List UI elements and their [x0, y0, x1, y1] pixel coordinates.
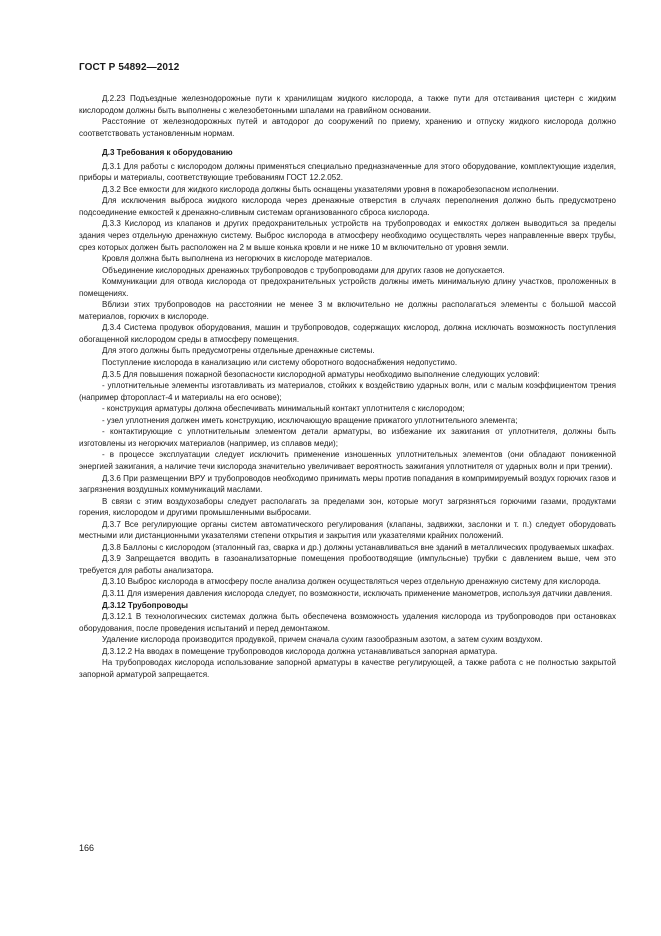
- paragraph: - контактирующие с уплотнительным элементом детали арматуры, во избежание их зажигания от уплотнителя, должны быть изготовлены из негорючих материалов (например, из сплавов меди);: [79, 427, 616, 448]
- section-heading: Д.3 Требования к оборудованию: [102, 148, 233, 158]
- paragraph: Д.3.3 Кислород из клапанов и других предохранительных устройств на трубопроводах и емкостях должен выводиться за пределы здания через отдельную дренажную систему. Выброс кислорода в атмосферу необходимо осуществлять через направленные вверх трубы, срез которых должен быть расположен на 2 м выше конька кровли и не ниже 10 м включительно от уровня земли.: [79, 219, 616, 252]
- paragraph: Для этого должны быть предусмотрены отдельные дренажные системы.: [102, 346, 375, 356]
- paragraph: Д.3.10 Выброс кислорода в атмосферу после анализа должен осуществляться через отдельную дренажную систему для кислорода.: [102, 577, 601, 587]
- paragraph: Д.3.5 Для повышения пожарной безопасности кислородной арматуры необходимо выполнение следующих условий:: [102, 369, 540, 379]
- paragraph: Д.3.8 Баллоны с кислородом (эталонный газ, сварка и др.) должны устанавливаться вне зданий в металлических продуваемых шкафах.: [102, 542, 615, 552]
- paragraph: Д.3.12.1 В технологических системах должна быть обеспечена возможность удаления кислорода из трубопроводов при остановках оборудования, после проведения испытаний и перед демонтажом.: [79, 612, 616, 633]
- paragraph: Удаление кислорода производится продувкой, причем сначала сухим газообразным азотом, а затем сухим воздухом.: [102, 635, 543, 645]
- subsection-heading: Д.3.12 Трубопроводы: [102, 600, 188, 610]
- paragraph: - конструкция арматуры должна обеспечивать минимальный контакт уплотнителя с кислородом;: [102, 404, 465, 414]
- paragraph: Д.3.7 Все регулирующие органы систем автоматического регулирования (клапаны, задвижки, заслонки и т. п.) следует оборудовать местными или дистанционными указателями степени открытия и закрытия или указателями крайних положений.: [79, 519, 616, 541]
- document-body: [79, 93, 616, 680]
- paragraph: Вблизи этих трубопроводов на расстоянии не менее 3 м включительно не должны располагаться элементы с большой массой материалов, горючих в кислороде.: [79, 300, 616, 321]
- paragraph: Объединение кислородных дренажных трубопроводов с трубопроводами для других газов не допускается.: [102, 265, 505, 275]
- paragraph: Д.3.12.2 На вводах в помещение трубопроводов кислорода должна устанавливаться запорная арматура.: [102, 646, 498, 656]
- paragraph: В связи с этим воздухозаборы следует располагать за пределами зон, которые могут загрязняться горючими газами, продуктами горения, кислородом и другими промышленными выбросами.: [79, 496, 616, 518]
- paragraph: - узел уплотнения должен иметь конструкцию, исключающую вращение прижатого уплотнительного элемента;: [102, 415, 518, 425]
- paragraph: Д.3.6 При размещении ВРУ и трубопроводов необходимо принимать меры против попадания в компримируемый воздух горючих газов и загрязнения воздушных коммуникаций маслами.: [79, 473, 616, 495]
- paragraph: - в процессе эксплуатации следует исключить применение изношенных уплотнительных элементов (они обладают пониженной энергией зажигания, а наличие течи кислорода значительно увеличивает вероятность зажигания уплотнителя от ударных волн и при трении).: [79, 450, 616, 471]
- paragraph: - уплотнительные элементы изготавливать из материалов, стойких к воздействию ударных волн, или с малым коэффициентом трения (например фторопласт-4 и материалы на его основе);: [79, 381, 616, 402]
- paragraph: Кровля должна быть выполнена из негорючих в кислороде материалов.: [102, 254, 373, 264]
- paragraph: Д.3.11 Для измерения давления кислорода следует, по возможности, исключать применение манометров, используя датчики давления.: [102, 588, 613, 598]
- paragraph: Д.3.1 Для работы с кислородом должны применяться специально предназначенные для этого оборудование, комплектующие изделия, приборы и материалы, соответствующие требованиям ГОСТ 12.2.052.: [79, 161, 616, 183]
- paragraph: Д.3.2 Все емкости для жидкого кислорода должны быть оснащены указателями уровня в пожаробезопасном исполнении.: [102, 184, 559, 194]
- document-header: ГОСТ Р 54892—2012: [79, 62, 180, 73]
- paragraph: Д.2.23 Подъездные железнодорожные пути к хранилищам жидкого кислорода, а также пути для отстаивания цистерн с жидким кислородом должны быть выполнены с железобетонными шпалами на гравийном основании.: [79, 94, 616, 115]
- paragraph: Поступление кислорода в канализацию или систему оборотного водоснабжения недопустимо.: [102, 358, 458, 368]
- paragraph: Д.3.9 Запрещается вводить в газоанализаторные помещения пробоотводящие (импульсные) трубки с давлением выше, чем это требуется для работы анализатора.: [79, 554, 616, 575]
- paragraph: На трубопроводах кислорода использование запорной арматуры в качестве регулирующей, а также работа с не полностью закрытой запорной арматурой запрещается.: [79, 658, 616, 679]
- paragraph: Расстояние от железнодорожных путей и автодорог до сооружений по приему, хранению и отпуску жидкого кислорода должно соответствовать установленным нормам.: [79, 117, 616, 138]
- page-number: 166: [79, 843, 95, 853]
- paragraph: Для исключения выброса жидкого кислорода через дренажные отверстия в случаях переполнения должно быть предусмотрено подсоединение емкостей к дренажно-сливным системам организованного сброса кислорода.: [79, 196, 616, 217]
- paragraph: Коммуникации для отвода кислорода от предохранительных устройств должны иметь минимальную длину участков, проложенных в помещениях.: [79, 277, 616, 298]
- paragraph: Д.3.4 Система продувок оборудования, машин и трубопроводов, содержащих кислород, должна исключать возможность поступления обогащенной кислородом среды в атмосферу помещения.: [79, 323, 616, 344]
